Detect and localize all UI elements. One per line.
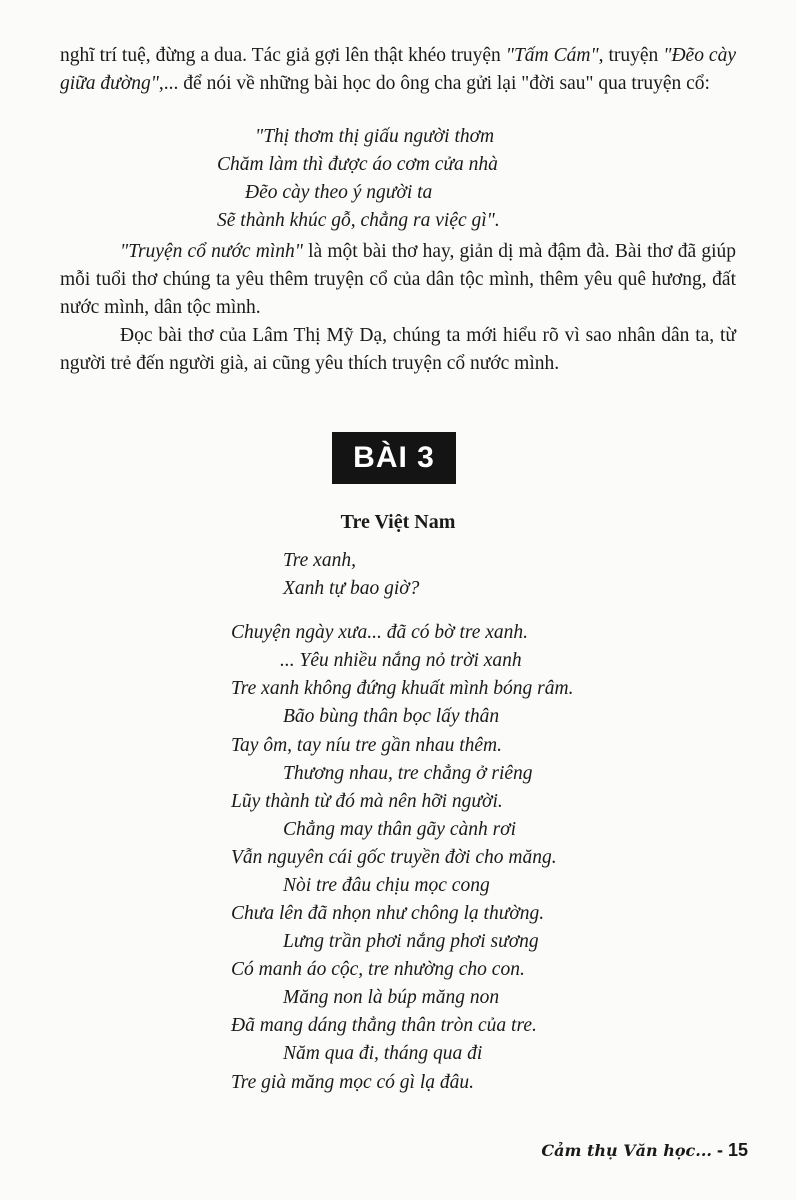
story-title-tam-cam: "Tấm Cám" bbox=[505, 45, 599, 66]
commentary-paragraph bbox=[60, 238, 736, 322]
page-number: 15 bbox=[727, 1140, 748, 1160]
poem-title: Tre Việt Nam bbox=[340, 511, 456, 533]
poem-line: Măng non là búp măng non bbox=[283, 987, 500, 1008]
commentary-text: là một bài thơ hay, giản dị mà đậm đà. Bài thơ đã giúp mỗi tuổi thơ chúng ta yêu thêm truyện cổ của dân tộc mình, thêm yêu quê hương, đất nước mình, dân tộc mình. bbox=[60, 241, 736, 318]
poem-line: Chưa lên đã nhọn như chông lạ thường. bbox=[231, 903, 545, 924]
poem-line: Có manh áo cộc, tre nhường cho con. bbox=[231, 959, 525, 980]
poem-line: Nòi tre đâu chịu mọc cong bbox=[283, 875, 490, 896]
poem-line: Chẳng may thân gãy cành rơi bbox=[283, 819, 517, 840]
quote-line: Sẽ thành khúc gỗ, chẳng ra việc gì". bbox=[217, 210, 500, 231]
poem-line: Xanh tự bao giờ? bbox=[283, 578, 420, 599]
story-title-deo-cay: "Đẽo cày giữa đường" bbox=[60, 45, 736, 94]
poem-line: ... Yêu nhiều nắng nỏ trời xanh bbox=[280, 650, 522, 671]
poem-line: Đã mang dáng thẳng thân tròn của tre. bbox=[231, 1015, 537, 1036]
poem-line: Lưng trần phơi nắng phơi sương bbox=[283, 931, 539, 952]
quote-line: Chăm làm thì được áo cơm cửa nhà bbox=[217, 154, 498, 175]
quote-line: Đẽo cày theo ý người ta bbox=[245, 182, 433, 203]
poem-line: Tre già măng mọc có gì lạ đâu. bbox=[231, 1072, 475, 1093]
poem-line: Lũy thành từ đó mà nên hỡi người. bbox=[231, 791, 503, 812]
page-footer bbox=[541, 1140, 748, 1161]
poem-title-ref: "Truyện cổ nước mình" bbox=[120, 241, 303, 262]
poem-line: Tre xanh không đứng khuất mình bóng râm. bbox=[231, 678, 574, 699]
footer-separator: - bbox=[711, 1140, 728, 1160]
poem-line: Vẫn nguyên cái gốc truyền đời cho măng. bbox=[231, 847, 557, 868]
lesson-badge bbox=[332, 432, 456, 484]
quote-line: "Thị thơm thị giấu người thơm bbox=[255, 126, 495, 147]
book-title: Cảm thụ Văn học... bbox=[541, 1141, 712, 1160]
intro-text-c: ,... để nói về những bài học do ông cha gửi lại "đời sau" qua truyện cổ: bbox=[158, 73, 710, 94]
intro-text-b: , truyện bbox=[598, 45, 664, 66]
intro-text-a: nghĩ trí tuệ, đừng a dua. Tác giả gợi lên thật khéo truyện bbox=[60, 45, 506, 66]
poem-line: Bão bùng thân bọc lấy thân bbox=[283, 706, 500, 727]
lesson-badge-label: BÀI 3 bbox=[353, 441, 435, 474]
poem-line: Chuyện ngày xưa... đã có bờ tre xanh. bbox=[231, 622, 529, 643]
poem-line: Tay ôm, tay níu tre gần nhau thêm. bbox=[231, 735, 503, 756]
closing-paragraph: Đọc bài thơ của Lâm Thị Mỹ Dạ, chúng ta mới hiểu rõ vì sao nhân dân ta, từ người trẻ đến người già, ai cũng yêu thích truyện cổ nước mình. bbox=[60, 325, 736, 374]
intro-paragraph bbox=[60, 42, 736, 98]
poem-line: Thương nhau, tre chẳng ở riêng bbox=[283, 763, 533, 784]
poem-line: Tre xanh, bbox=[283, 550, 356, 571]
poem-line: Năm qua đi, tháng qua đi bbox=[283, 1043, 483, 1064]
